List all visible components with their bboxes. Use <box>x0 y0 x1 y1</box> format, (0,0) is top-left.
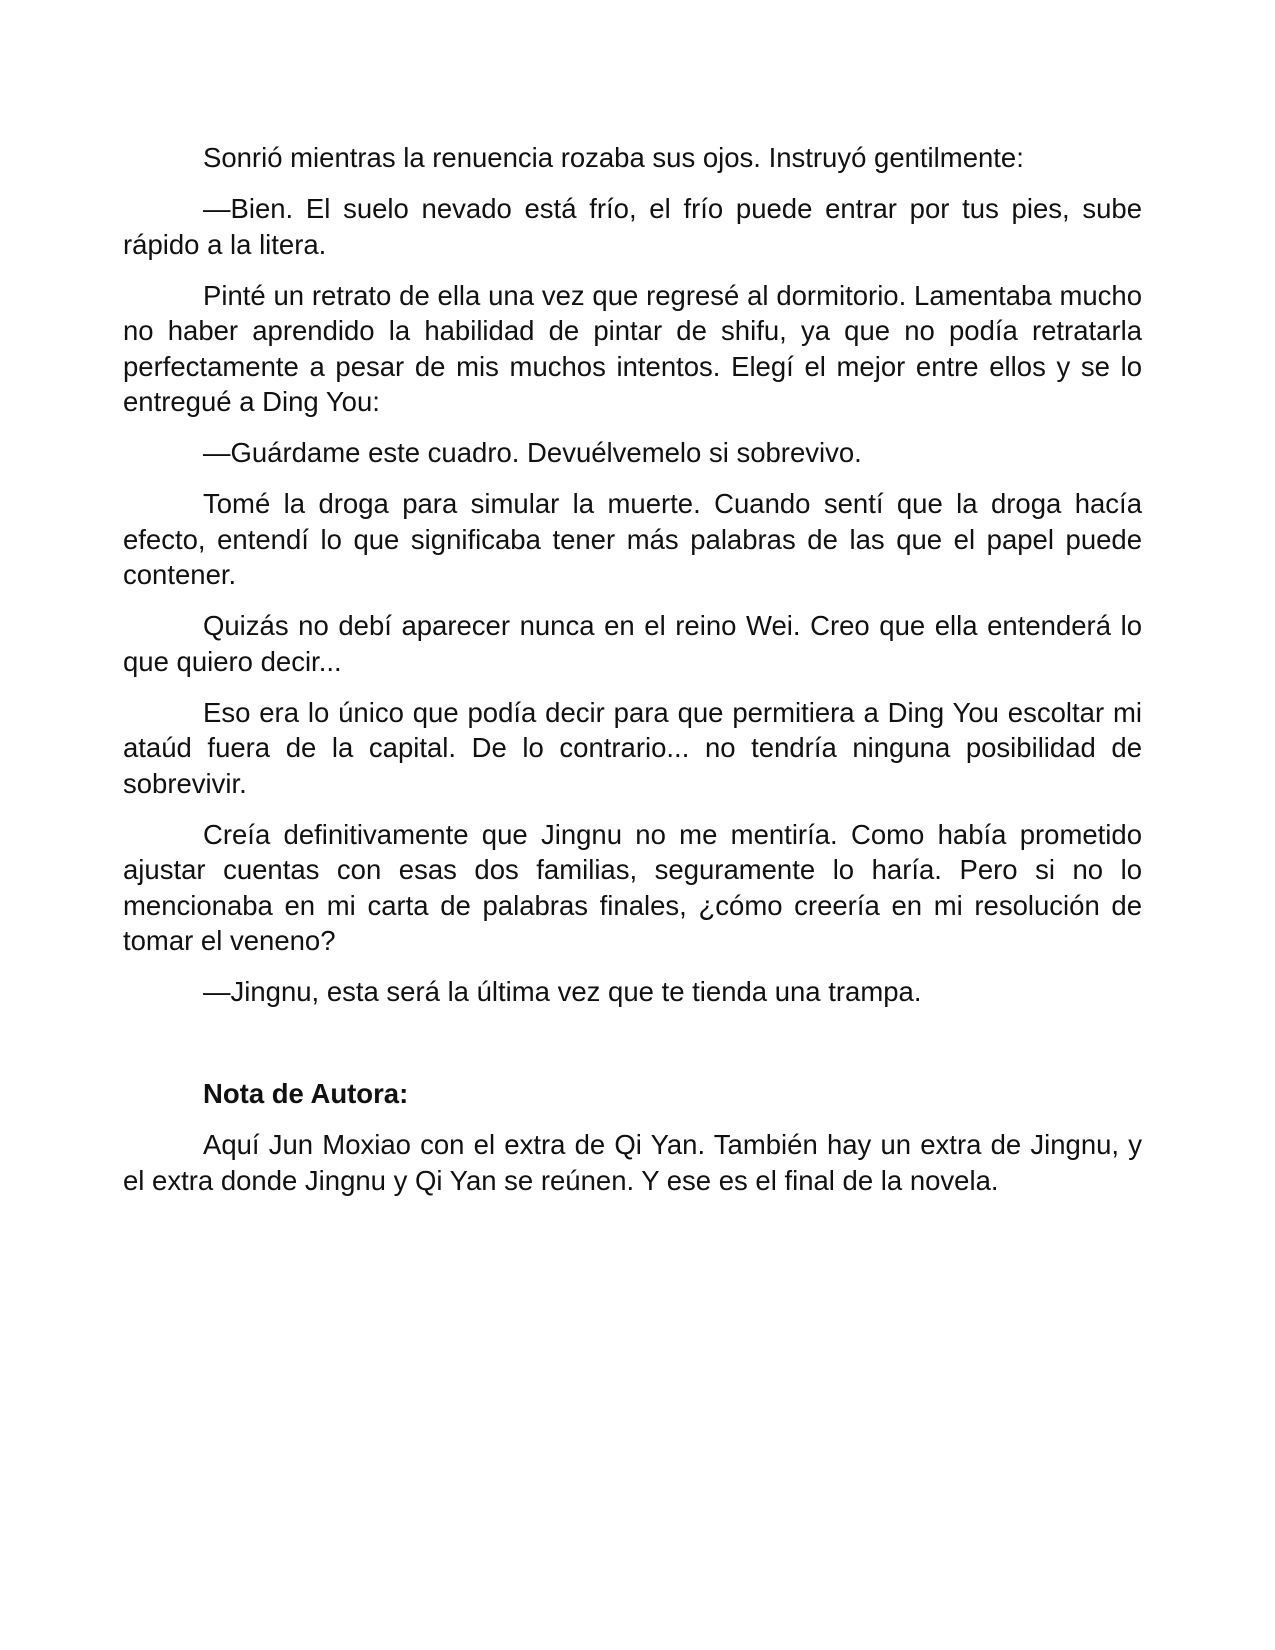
document-body <box>123 140 1142 1198</box>
paragraph-4: —Guárdame este cuadro. Devuélvemelo si sobrevivo. <box>203 437 862 468</box>
paragraph-6: Quizás no debí aparecer nunca en el reino Wei. Creo que ella entenderá lo que quiero decir... <box>123 610 1142 677</box>
paragraph-8: Creía definitivamente que Jingnu no me mentiría. Como había prometido ajustar cuentas con esas dos familias, seguramente lo haría. Pero si no lo mencionaba en mi carta de palabras finales, ¿cómo creería en mi resolución de tomar el veneno? <box>123 818 1142 956</box>
author-note-heading: Nota de Autora: <box>203 1078 409 1109</box>
author-note-text: Aquí Jun Moxiao con el extra de Qi Yan. También hay un extra de Jingnu, y el extra donde Jingnu y Qi Yan se reúnen. Y ese es el final de la novela. <box>123 1129 1142 1196</box>
paragraph-5: Tomé la droga para simular la muerte. Cuando sentí que la droga hacía efecto, entendí lo que significaba tener más palabras de las que el papel puede contener. <box>123 488 1142 590</box>
paragraph-1: Sonrió mientras la renuencia rozaba sus ojos. Instruyó gentilmente: <box>203 142 1024 173</box>
paragraph-2: —Bien. El suelo nevado está frío, el frío puede entrar por tus pies, sube rápido a la litera. <box>123 193 1142 260</box>
section-spacer <box>123 1025 1142 1076</box>
paragraph-9: —Jingnu, esta será la última vez que te tienda una trampa. <box>203 976 922 1007</box>
paragraph-7: Eso era lo único que podía decir para que permitiera a Ding You escoltar mi ataúd fuera de la capital. De lo contrario... no tendría ninguna posibilidad de sobrevivir. <box>123 696 1142 799</box>
paragraph-3: Pinté un retrato de ella una vez que regresé al dormitorio. Lamentaba mucho no haber aprendido la habilidad de pintar de shifu, ya que no podía retratarla perfectamente a pesar de mis muchos intentos. Elegí el mejor entre ellos y se lo entregué a Ding You: <box>123 279 1142 417</box>
